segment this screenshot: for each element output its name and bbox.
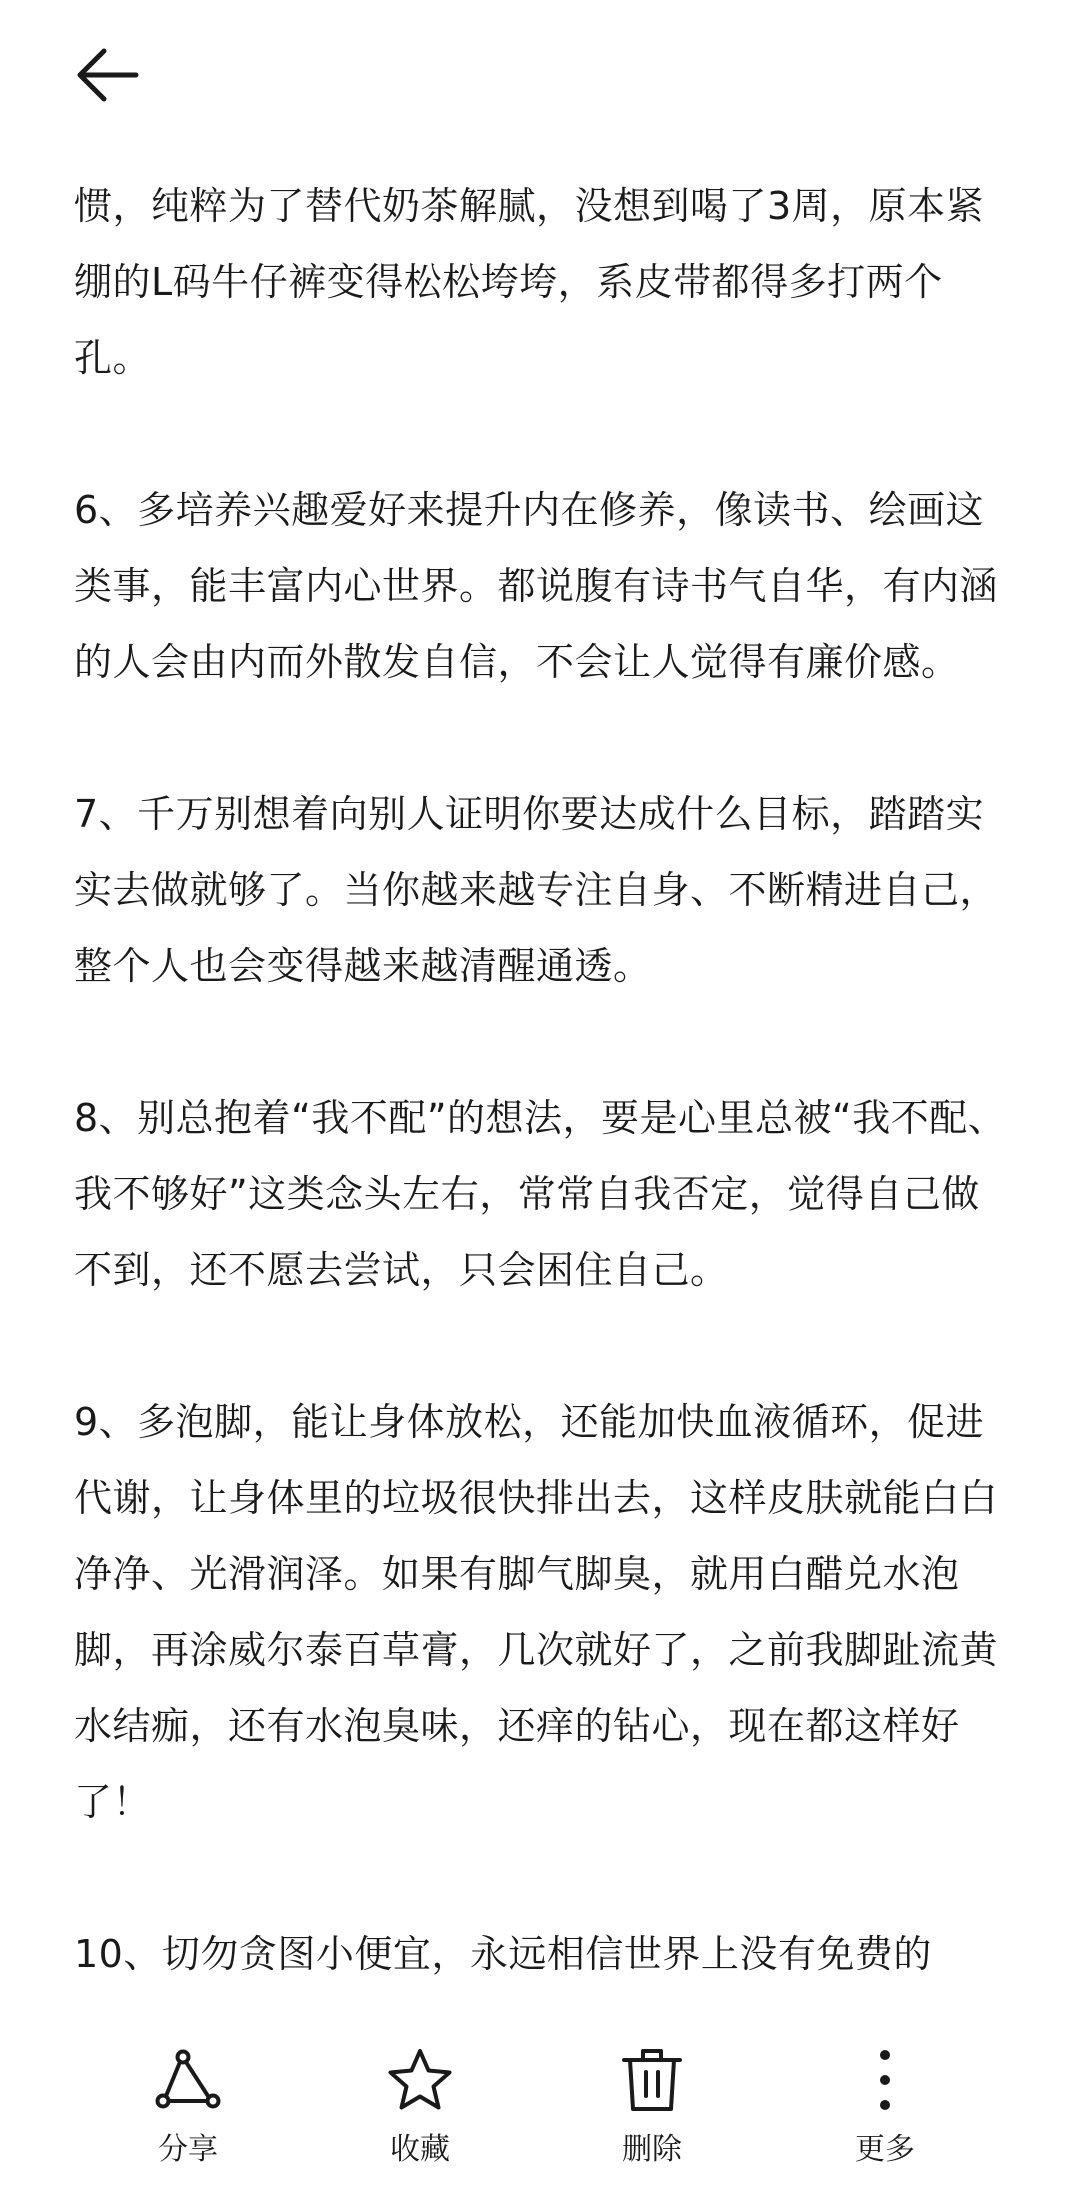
arrow-left-icon — [74, 45, 140, 105]
more-label: 更多 — [855, 2132, 915, 2167]
bottom-action-bar — [0, 2030, 1080, 2207]
back-button[interactable] — [62, 30, 152, 120]
favorite-label: 收藏 — [390, 2132, 450, 2167]
trash-icon — [616, 2044, 688, 2116]
paragraph: 9、多泡脚，能让身体放松，还能加快血液循环，促进代谢，让身体里的垃圾很快排出去，这样皮肤就能白白净净、光滑润泽。如果有脚气脚臭，就用白醋兑水泡脚，再涂威尔泰百草膏，几次就好了，之前我脚趾流黄水结痂，还有水泡臭味，还痒的钻心，现在都这样好了！ — [74, 1400, 999, 1824]
share-icon — [152, 2044, 224, 2116]
paragraph: 10、切勿贪图小便宜，永远相信世界上没有免费的 — [74, 1932, 932, 1976]
paragraph: 惯，纯粹为了替代奶茶解腻，没想到喝了3周，原本紧绷的L码牛仔裤变得松松垮垮，系皮带都得多打两个孔。 — [74, 184, 985, 380]
delete-label: 删除 — [622, 2132, 682, 2167]
delete-button[interactable] — [582, 2044, 722, 2194]
more-button[interactable] — [815, 2044, 955, 2194]
paragraph: 6、多培养兴趣爱好来提升内在修养，像读书、绘画这类事，能丰富内心世界。都说腹有诗书气自华，有内涵的人会由内而外散发自信，不会让人觉得有廉价感。 — [74, 488, 999, 684]
favorite-button[interactable] — [350, 2044, 490, 2194]
share-label: 分享 — [158, 2132, 218, 2167]
article-body — [74, 168, 1014, 2030]
paragraph: 8、别总抱着“我不配”的想法，要是心里总被“我不配、我不够好”这类念头左右，常常自我否定，觉得自己做不到，还不愿去尝试，只会困住自己。 — [74, 1096, 1007, 1292]
top-bar — [0, 0, 1080, 150]
more-vertical-icon — [849, 2044, 921, 2116]
paragraph: 7、千万别想着向别人证明你要达成什么目标，踏踏实实去做就够了。当你越来越专注自身、不断精进自己，整个人也会变得越来越清醒通透。 — [74, 792, 999, 988]
share-button[interactable] — [118, 2044, 258, 2194]
star-icon — [384, 2044, 456, 2116]
